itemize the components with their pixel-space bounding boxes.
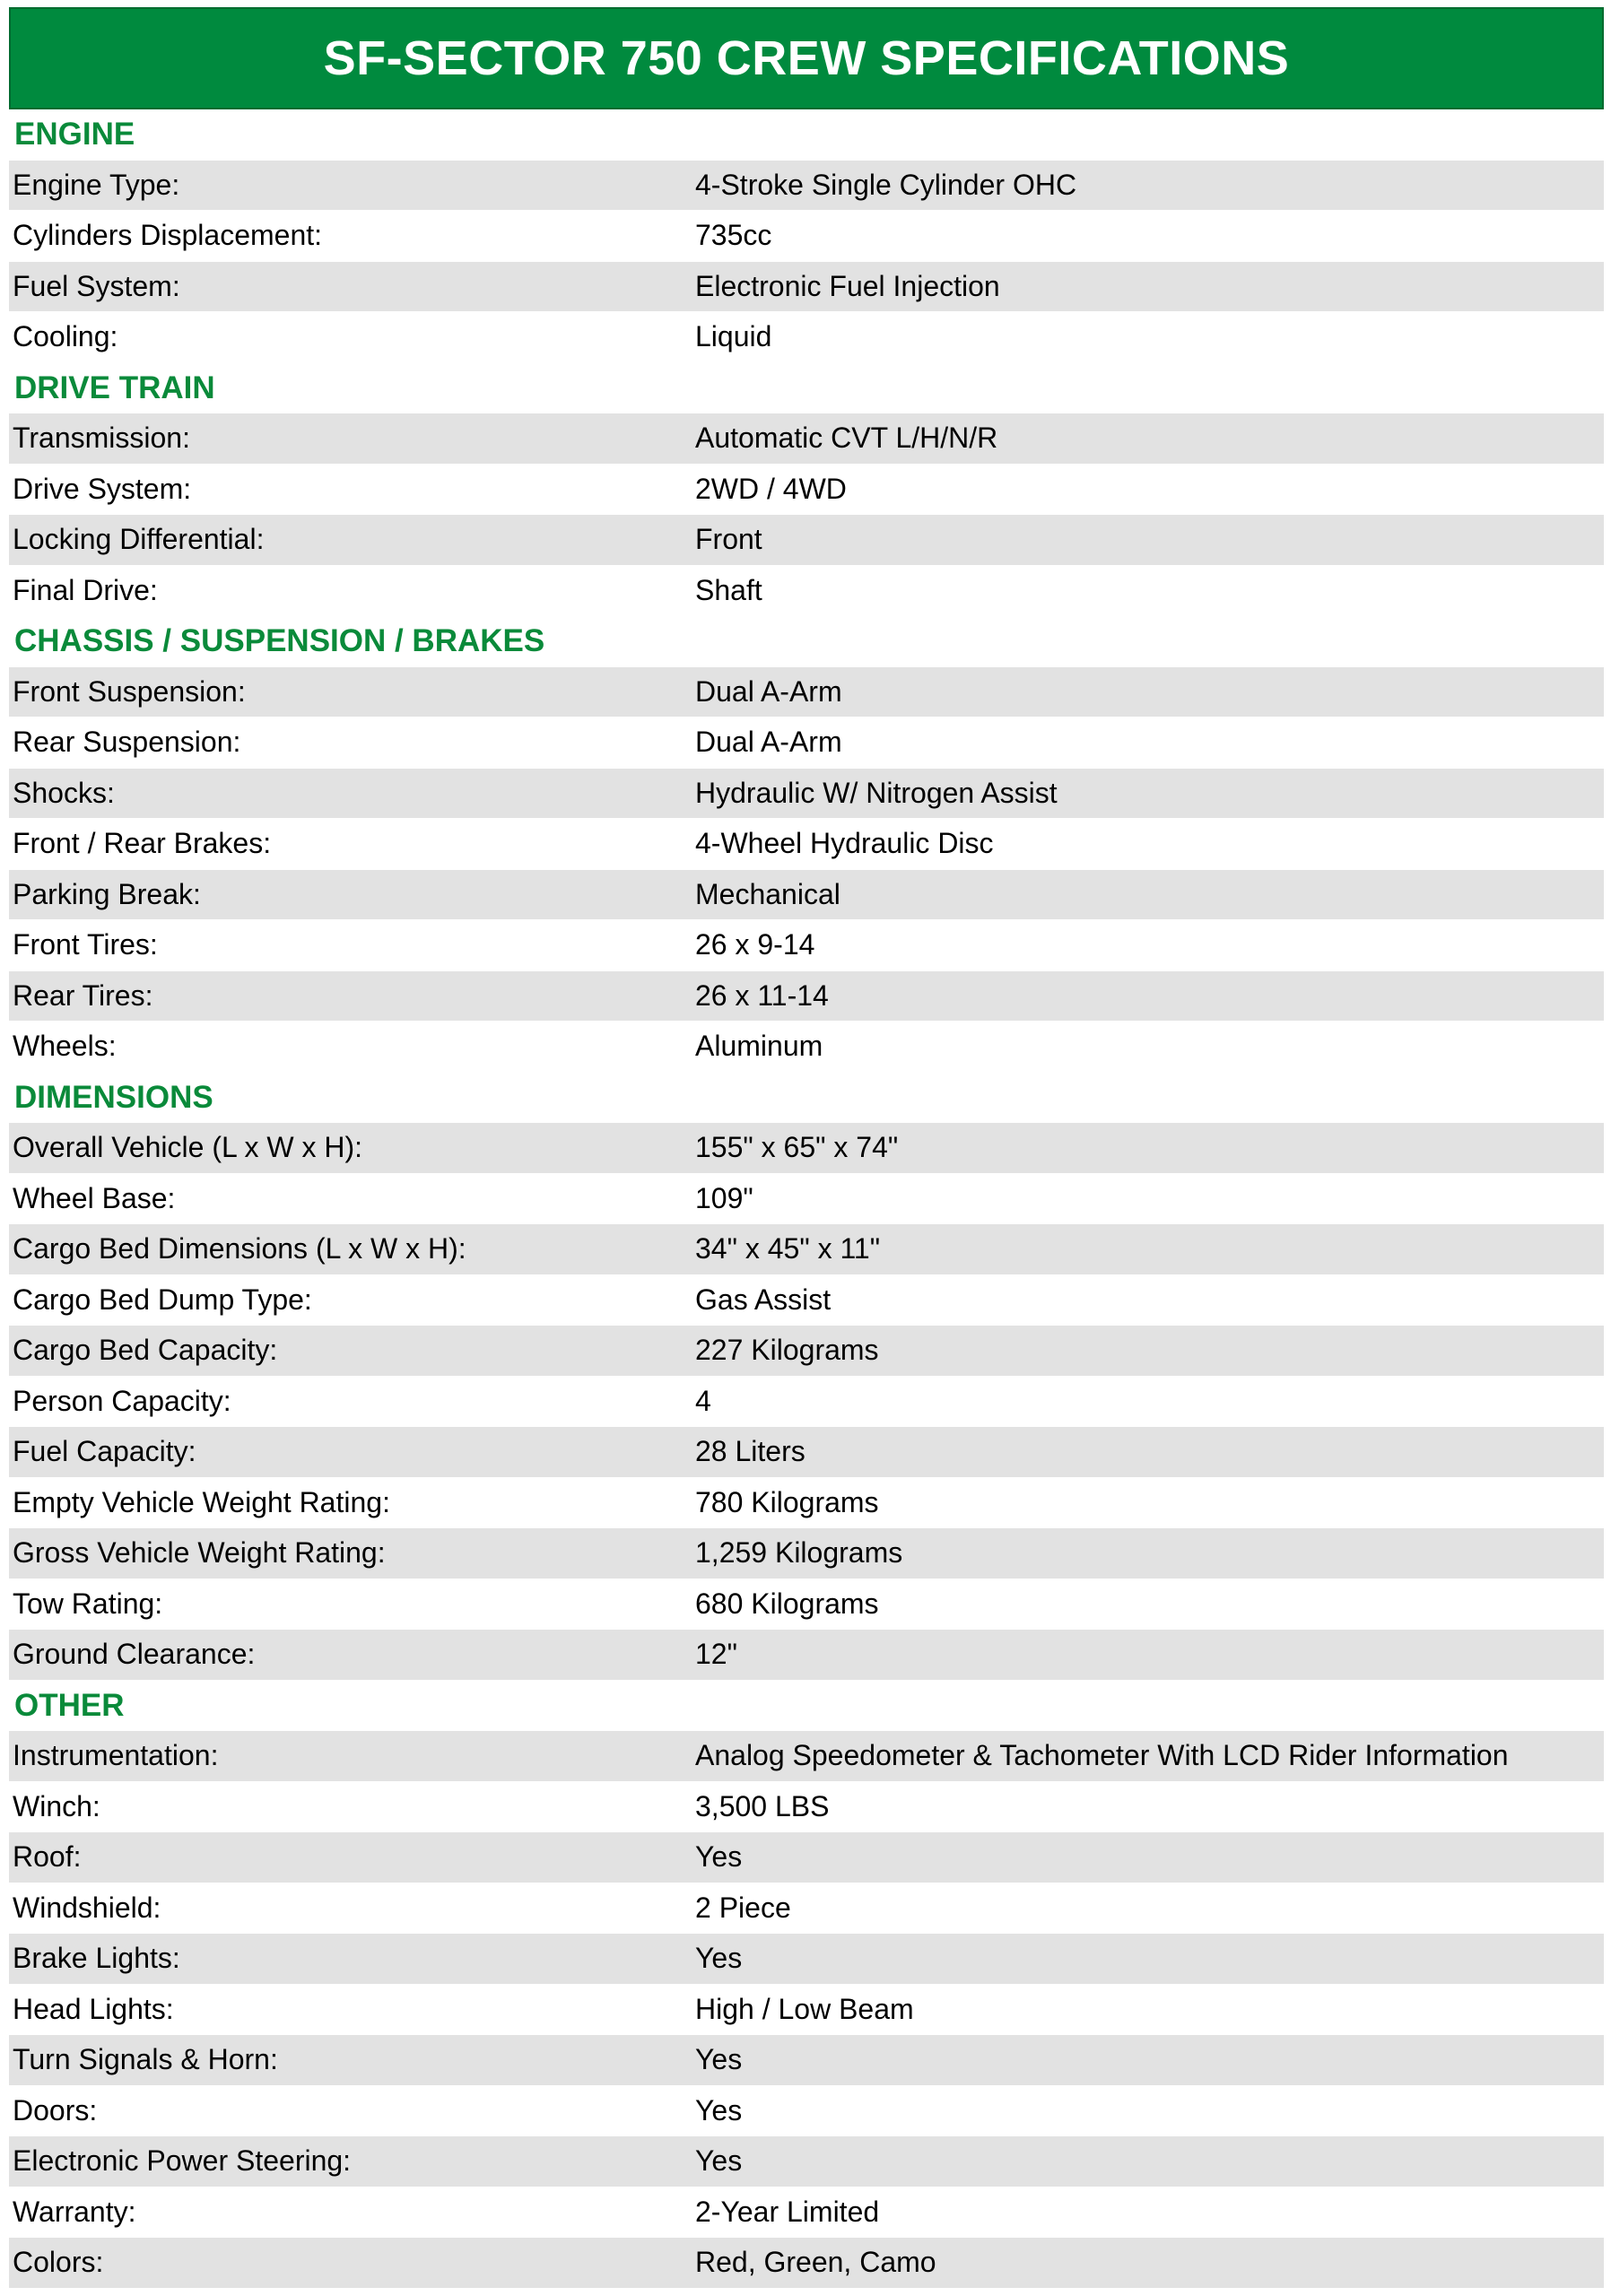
spec-row — [9, 1883, 1604, 1935]
spec-label: Winch: — [13, 1789, 100, 1822]
spec-label: Wheels: — [13, 1030, 117, 1063]
section-header — [9, 1073, 1604, 1124]
spec-label: Doors: — [13, 2093, 98, 2126]
spec-label: Front Tires: — [13, 928, 158, 961]
spec-label: Overall Vehicle (L x W x H): — [13, 1131, 363, 1164]
spec-value: Yes — [695, 1840, 743, 1874]
spec-value: 2WD / 4WD — [695, 472, 847, 505]
spec-row — [9, 718, 1604, 769]
spec-value: 28 Liters — [695, 1435, 806, 1468]
spec-row — [9, 262, 1604, 313]
section-header — [9, 616, 1604, 667]
spec-label: Colors: — [13, 2246, 104, 2279]
spec-value: 26 x 11-14 — [695, 978, 829, 1012]
spec-sheet — [9, 7, 1604, 2289]
spec-value: 3,500 LBS — [695, 1789, 830, 1822]
spec-row — [9, 2136, 1604, 2187]
spec-value: 4-Wheel Hydraulic Disc — [695, 827, 994, 860]
spec-label: Ground Clearance: — [13, 1638, 256, 1671]
spec-label: Drive System: — [13, 472, 192, 505]
section-title: DRIVE TRAIN — [14, 370, 215, 405]
spec-value: 4-Stroke Single Cylinder OHC — [695, 168, 1077, 201]
spec-row — [9, 161, 1604, 212]
spec-row — [9, 2086, 1604, 2137]
spec-label: Gross Vehicle Weight Rating: — [13, 1536, 386, 1570]
spec-row — [9, 1022, 1604, 1073]
spec-label: Front / Rear Brakes: — [13, 827, 272, 860]
spec-row — [9, 312, 1604, 363]
spec-row — [9, 1275, 1604, 1326]
spec-row — [9, 1934, 1604, 1985]
page-title: SF-SECTOR 750 CREW SPECIFICATIONS — [323, 31, 1290, 85]
spec-row — [9, 465, 1604, 516]
spec-row — [9, 1326, 1604, 1377]
spec-value: Automatic CVT L/H/N/R — [695, 422, 998, 455]
spec-label: Rear Tires: — [13, 978, 153, 1012]
spec-value: 34" x 45" x 11" — [695, 1232, 881, 1265]
spec-value: Liquid — [695, 320, 772, 353]
spec-row — [9, 1832, 1604, 1883]
spec-label: Empty Vehicle Weight Rating: — [13, 1485, 390, 1518]
spec-label: Electronic Power Steering: — [13, 2144, 352, 2178]
section-title: DIMENSIONS — [14, 1079, 213, 1115]
spec-row — [9, 1528, 1604, 1579]
spec-row — [9, 769, 1604, 820]
spec-label: Turn Signals & Horn: — [13, 2043, 278, 2076]
section-title: CHASSIS / SUSPENSION / BRAKES — [14, 623, 545, 659]
spec-row — [9, 566, 1604, 617]
spec-value: Electronic Fuel Injection — [695, 269, 1000, 302]
spec-value: 26 x 9-14 — [695, 928, 815, 961]
spec-label: Brake Lights: — [13, 1942, 180, 1975]
spec-row — [9, 1579, 1604, 1631]
spec-row — [9, 1782, 1604, 1833]
spec-label: Windshield: — [13, 1891, 161, 1924]
spec-value: Dual A-Arm — [695, 674, 842, 708]
title-bar — [9, 7, 1604, 109]
spec-row — [9, 2238, 1604, 2289]
spec-value: High / Low Beam — [695, 1992, 914, 2025]
section-header — [9, 363, 1604, 414]
spec-value: Yes — [695, 2144, 743, 2178]
spec-row — [9, 971, 1604, 1022]
spec-value: Dual A-Arm — [695, 726, 842, 759]
spec-row — [9, 515, 1604, 566]
spec-label: Warranty: — [13, 2195, 136, 2228]
spec-label: Cargo Bed Dimensions (L x W x H): — [13, 1232, 466, 1265]
spec-value: Hydraulic W/ Nitrogen Assist — [695, 776, 1058, 809]
section-header — [9, 109, 1604, 161]
spec-row — [9, 413, 1604, 465]
spec-label: Instrumentation: — [13, 1739, 219, 1772]
spec-label: Head Lights: — [13, 1992, 174, 2025]
spec-value: 12" — [695, 1638, 737, 1671]
spec-row — [9, 1630, 1604, 1681]
spec-value: 2-Year Limited — [695, 2195, 880, 2228]
spec-row — [9, 1174, 1604, 1225]
spec-label: Fuel Capacity: — [13, 1435, 196, 1468]
spec-value: Yes — [695, 1942, 743, 1975]
spec-label: Transmission: — [13, 422, 190, 455]
spec-label: Cargo Bed Dump Type: — [13, 1283, 312, 1316]
spec-row — [9, 1427, 1604, 1478]
spec-value: Analog Speedometer & Tachometer With LCD Rider Information — [695, 1739, 1509, 1772]
spec-value: Shaft — [695, 573, 762, 606]
spec-label: Cargo Bed Capacity: — [13, 1334, 278, 1367]
spec-label: Shocks: — [13, 776, 115, 809]
spec-label: Final Drive: — [13, 573, 158, 606]
spec-label: Fuel System: — [13, 269, 180, 302]
spec-row — [9, 2187, 1604, 2239]
spec-label: Engine Type: — [13, 168, 180, 201]
spec-label: Rear Suspension: — [13, 726, 241, 759]
spec-value: Red, Green, Camo — [695, 2246, 936, 2279]
spec-value: Yes — [695, 2093, 743, 2126]
spec-row — [9, 1985, 1604, 2036]
section-header — [9, 1681, 1604, 1732]
spec-row — [9, 1731, 1604, 1782]
spec-value: Yes — [695, 2043, 743, 2076]
spec-row — [9, 211, 1604, 262]
spec-label: Tow Rating: — [13, 1587, 163, 1620]
spec-value: 680 Kilograms — [695, 1587, 879, 1620]
spec-value: 1,259 Kilograms — [695, 1536, 903, 1570]
section-title: ENGINE — [14, 117, 135, 152]
spec-value: 735cc — [695, 219, 772, 252]
spec-value: 780 Kilograms — [695, 1485, 879, 1518]
spec-value: Gas Assist — [695, 1283, 832, 1316]
spec-row — [9, 1377, 1604, 1428]
spec-value: 109" — [695, 1181, 753, 1214]
spec-label: Roof: — [13, 1840, 82, 1874]
spec-row — [9, 1123, 1604, 1174]
spec-row — [9, 870, 1604, 921]
spec-label: Locking Differential: — [13, 523, 265, 556]
spec-label: Front Suspension: — [13, 674, 246, 708]
spec-label: Person Capacity: — [13, 1384, 231, 1417]
spec-label: Wheel Base: — [13, 1181, 176, 1214]
spec-value: Front — [695, 523, 762, 556]
spec-label: Cooling: — [13, 320, 118, 353]
spec-row — [9, 1478, 1604, 1529]
spec-value: 227 Kilograms — [695, 1334, 879, 1367]
spec-row — [9, 2035, 1604, 2086]
spec-value: Mechanical — [695, 877, 840, 910]
spec-row — [9, 920, 1604, 971]
spec-value: 2 Piece — [695, 1891, 791, 1924]
spec-table — [9, 109, 1604, 2289]
spec-label: Cylinders Displacement: — [13, 219, 323, 252]
spec-row — [9, 1224, 1604, 1275]
spec-value: Aluminum — [695, 1030, 823, 1063]
spec-label: Parking Break: — [13, 877, 201, 910]
spec-value: 4 — [695, 1384, 711, 1417]
section-title: OTHER — [14, 1687, 125, 1723]
spec-row — [9, 667, 1604, 718]
spec-value: 155" x 65" x 74" — [695, 1131, 899, 1164]
spec-row — [9, 819, 1604, 870]
